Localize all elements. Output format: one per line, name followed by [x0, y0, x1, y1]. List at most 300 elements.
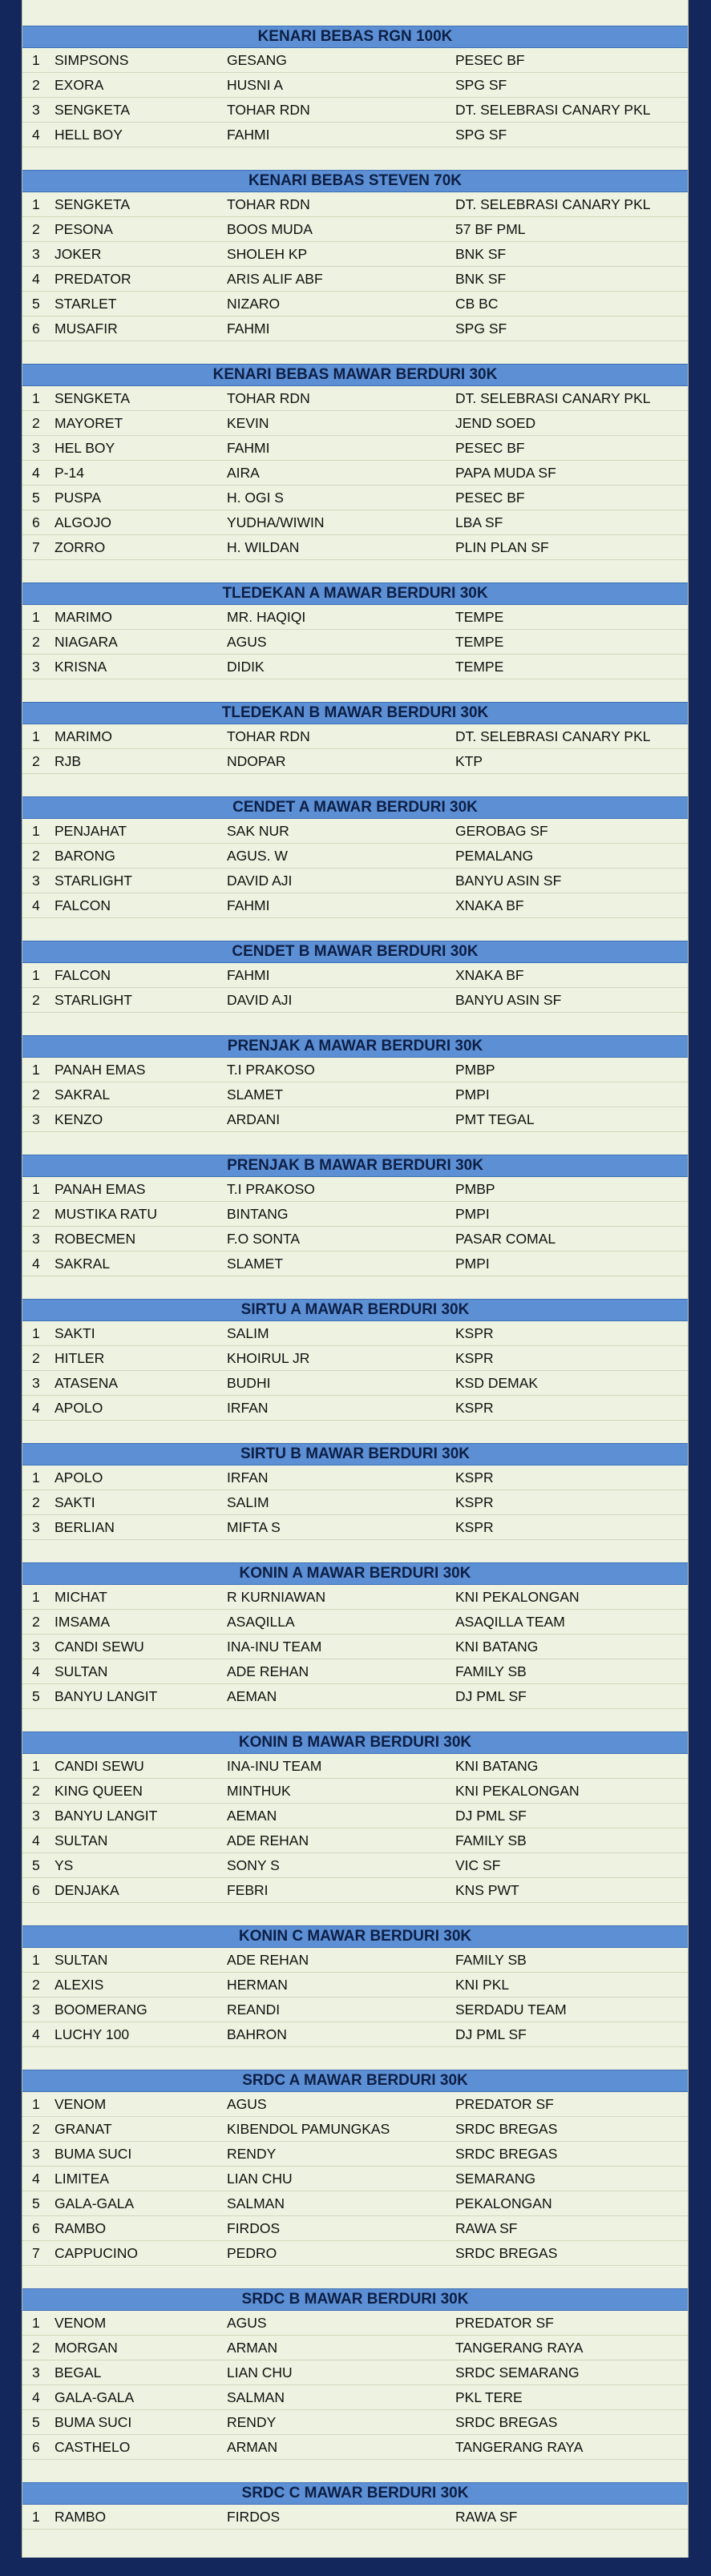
owner-name: NIZARO	[227, 296, 281, 312]
team-name: RAWA SF	[455, 2220, 518, 2236]
team-name: BANYU ASIN SF	[455, 992, 562, 1008]
result-row	[22, 1371, 688, 1396]
owner-name: KHOIRUL JR	[227, 1350, 310, 1366]
team-name: SPG SF	[455, 320, 507, 337]
team-name: TANGERANG RAYA	[455, 2439, 584, 2455]
owner-name: DAVID AJI	[227, 992, 293, 1008]
result-row	[22, 2311, 688, 2336]
bird-name: SULTAN	[55, 1663, 108, 1679]
team-name: PKL TERE	[455, 2389, 523, 2405]
owner-name: ADE REHAN	[227, 1832, 309, 1848]
result-row	[22, 1998, 688, 2022]
result-row	[22, 2167, 688, 2191]
result-row	[22, 386, 688, 411]
rank-number: 3	[32, 659, 40, 675]
result-row	[22, 1610, 688, 1635]
rank-number: 1	[32, 196, 40, 212]
bird-name: STARLIGHT	[55, 873, 132, 889]
bird-name: BUMA SUCI	[55, 2146, 132, 2162]
team-name: KSPR	[455, 1400, 494, 1416]
owner-name: H. OGI S	[227, 490, 284, 506]
rank-number: 2	[32, 1977, 40, 1993]
bird-name: PESONA	[55, 221, 113, 237]
section-title: TLEDEKAN B MAWAR BERDURI 30K	[22, 702, 688, 724]
rank-number: 4	[32, 127, 40, 143]
bird-name: ALEXIS	[55, 1977, 104, 1993]
class-section	[22, 341, 688, 560]
result-row	[22, 1227, 688, 1252]
bird-name: CASTHELO	[55, 2439, 131, 2455]
team-name: SPG SF	[455, 127, 507, 143]
team-name: DJ PML SF	[455, 1808, 527, 1824]
section-title: TLEDEKAN A MAWAR BERDURI 30K	[22, 583, 688, 605]
class-section	[22, 1013, 688, 1132]
team-name: KSPR	[455, 1325, 494, 1341]
team-name: ASAQILLA TEAM	[455, 1614, 565, 1630]
owner-name: ARMAN	[227, 2439, 278, 2455]
rank-number: 3	[32, 1808, 40, 1824]
owner-name: FAHMI	[227, 440, 270, 456]
result-row	[22, 98, 688, 123]
rank-number: 2	[32, 848, 40, 864]
team-name: PMBP	[455, 1062, 495, 1078]
team-name: PREDATOR SF	[455, 2315, 554, 2331]
team-name: SRDC BREGAS	[455, 2146, 558, 2162]
rank-number: 3	[32, 1231, 40, 1247]
result-row	[22, 436, 688, 461]
result-row	[22, 192, 688, 217]
team-name: DT. SELEBRASI CANARY PKL	[455, 390, 651, 406]
bird-name: MUSTIKA RATU	[55, 1206, 158, 1222]
owner-name: DAVID AJI	[227, 873, 293, 889]
team-name: KTP	[455, 753, 483, 769]
bird-name: KENZO	[55, 1111, 103, 1127]
bird-name: YS	[55, 1857, 74, 1873]
rank-number: 4	[32, 465, 40, 481]
team-name: KNI BATANG	[455, 1639, 539, 1655]
bird-name: RAMBO	[55, 2509, 107, 2525]
rank-number: 1	[32, 2096, 40, 2112]
team-name: BANYU ASIN SF	[455, 873, 562, 889]
result-row	[22, 988, 688, 1013]
bird-name: MARIMO	[55, 609, 112, 625]
owner-name: ARMAN	[227, 2340, 278, 2356]
bird-name: LIMITEA	[55, 2171, 110, 2187]
bird-name: RAMBO	[55, 2220, 107, 2236]
class-section	[22, 1276, 688, 1421]
owner-name: AGUS	[227, 2096, 267, 2112]
owner-name: AGUS	[227, 2315, 267, 2331]
result-row	[22, 292, 688, 316]
rank-number: 1	[32, 2315, 40, 2331]
owner-name: AIRA	[227, 465, 260, 481]
owner-name: FAHMI	[227, 967, 270, 983]
result-row	[22, 510, 688, 535]
owner-name: FIRDOS	[227, 2220, 281, 2236]
owner-name: REANDI	[227, 2002, 281, 2018]
result-row	[22, 461, 688, 486]
rank-number: 3	[32, 102, 40, 118]
class-section	[22, 2266, 688, 2460]
section-title: KONIN B MAWAR BERDURI 30K	[22, 1731, 688, 1754]
team-name: XNAKA BF	[455, 897, 524, 913]
owner-name: MINTHUK	[227, 1783, 291, 1799]
rank-number: 2	[32, 1350, 40, 1366]
team-name: PMPI	[455, 1086, 490, 1103]
rank-number: 1	[32, 1181, 40, 1197]
team-name: GEROBAG SF	[455, 823, 548, 839]
bird-name: HELL BOY	[55, 127, 123, 143]
result-row	[22, 963, 688, 988]
owner-name: KEVIN	[227, 415, 269, 431]
owner-name: LIAN CHU	[227, 2364, 293, 2380]
owner-name: LIAN CHU	[227, 2171, 293, 2187]
result-row	[22, 869, 688, 893]
result-row	[22, 2092, 688, 2117]
rank-number: 2	[32, 634, 40, 650]
owner-name: FAHMI	[227, 320, 270, 337]
rank-number: 2	[32, 1783, 40, 1799]
team-name: KNI BATANG	[455, 1758, 539, 1774]
rank-number: 2	[32, 2340, 40, 2356]
bird-name: MARIMO	[55, 728, 112, 744]
owner-name: HERMAN	[227, 1977, 288, 1993]
result-row	[22, 749, 688, 774]
team-name: FAMILY SB	[455, 1663, 527, 1679]
owner-name: T.I PRAKOSO	[227, 1062, 315, 1078]
section-title: SIRTU A MAWAR BERDURI 30K	[22, 1299, 688, 1321]
bird-name: BOOMERANG	[55, 2002, 147, 2018]
team-name: SRDC BREGAS	[455, 2414, 558, 2430]
bird-name: BANYU LANGIT	[55, 1688, 158, 1704]
team-name: SRDC BREGAS	[455, 2245, 558, 2261]
result-row	[22, 242, 688, 267]
team-name: TEMPE	[455, 634, 504, 650]
rank-number: 4	[32, 897, 40, 913]
team-name: PESEC BF	[455, 52, 525, 68]
result-row	[22, 1321, 688, 1346]
rank-number: 3	[32, 440, 40, 456]
section-title: SIRTU B MAWAR BERDURI 30K	[22, 1443, 688, 1465]
team-name: KSPR	[455, 1519, 494, 1535]
team-name: DJ PML SF	[455, 2026, 527, 2042]
bird-name: EXORA	[55, 77, 104, 93]
owner-name: SHOLEH KP	[227, 246, 308, 262]
result-row	[22, 1973, 688, 1998]
team-name: BNK SF	[455, 271, 507, 287]
team-name: BNK SF	[455, 246, 507, 262]
rank-number: 4	[32, 1400, 40, 1416]
owner-name: SALMAN	[227, 2195, 285, 2211]
owner-name: ADE REHAN	[227, 1663, 309, 1679]
result-row	[22, 316, 688, 341]
result-row	[22, 1107, 688, 1132]
bird-name: NIAGARA	[55, 634, 118, 650]
result-row	[22, 724, 688, 749]
bird-name: MAYORET	[55, 415, 123, 431]
owner-name: SALIM	[227, 1325, 269, 1341]
result-row	[22, 1635, 688, 1659]
class-section	[22, 0, 688, 147]
result-row	[22, 217, 688, 242]
team-name: TANGERANG RAYA	[455, 2340, 584, 2356]
section-title: CENDET A MAWAR BERDURI 30K	[22, 796, 688, 819]
bird-name: HITLER	[55, 1350, 105, 1366]
bird-name: MORGAN	[55, 2340, 118, 2356]
class-section	[22, 1421, 688, 1540]
owner-name: SAK NUR	[227, 823, 289, 839]
result-row	[22, 1252, 688, 1276]
rank-number: 5	[32, 1857, 40, 1873]
bird-name: DENJAKA	[55, 1882, 119, 1898]
rank-number: 6	[32, 1882, 40, 1898]
team-name: SRDC SEMARANG	[455, 2364, 580, 2380]
team-name: KSD DEMAK	[455, 1375, 539, 1391]
bird-name: LUCHY 100	[55, 2026, 130, 2042]
result-row	[22, 1585, 688, 1610]
rank-number: 3	[32, 2364, 40, 2380]
owner-name: TOHAR RDN	[227, 196, 310, 212]
rank-number: 5	[32, 2195, 40, 2211]
bird-name: BEGAL	[55, 2364, 102, 2380]
rank-number: 3	[32, 873, 40, 889]
result-row	[22, 1177, 688, 1202]
owner-name: MR. HAQIQI	[227, 609, 306, 625]
owner-name: AGUS	[227, 634, 267, 650]
bird-name: MUSAFIR	[55, 320, 118, 337]
bird-name: SAKRAL	[55, 1256, 111, 1272]
bird-name: PUSPA	[55, 490, 102, 506]
team-name: PASAR COMAL	[455, 1231, 556, 1247]
team-name: TEMPE	[455, 659, 504, 675]
rank-number: 1	[32, 728, 40, 744]
result-row	[22, 844, 688, 869]
section-title: SRDC C MAWAR BERDURI 30K	[22, 2482, 688, 2505]
class-section	[22, 2047, 688, 2266]
bird-name: STARLET	[55, 296, 117, 312]
bird-name: IMSAMA	[55, 1614, 111, 1630]
rank-number: 1	[32, 1325, 40, 1341]
result-row	[22, 535, 688, 560]
owner-name: SALIM	[227, 1494, 269, 1510]
owner-name: KIBENDOL PAMUNGKAS	[227, 2121, 390, 2137]
rank-number: 3	[32, 1639, 40, 1655]
team-name: KSPR	[455, 1469, 494, 1486]
class-section	[22, 147, 688, 341]
bird-name: BANYU LANGIT	[55, 1808, 158, 1824]
bird-name: BARONG	[55, 848, 115, 864]
bird-name: PREDATOR	[55, 271, 131, 287]
team-name: PMT TEGAL	[455, 1111, 535, 1127]
rank-number: 6	[32, 320, 40, 337]
rank-number: 4	[32, 271, 40, 287]
rank-number: 2	[32, 77, 40, 93]
section-title: KENARI BEBAS RGN 100K	[22, 26, 688, 48]
class-section	[22, 2460, 688, 2530]
bird-name: APOLO	[55, 1400, 103, 1416]
rank-number: 3	[32, 2002, 40, 2018]
rank-number: 2	[32, 415, 40, 431]
result-row	[22, 267, 688, 292]
owner-name: SALMAN	[227, 2389, 285, 2405]
owner-name: BINTANG	[227, 1206, 289, 1222]
bird-name: ATASENA	[55, 1375, 119, 1391]
rank-number: 2	[32, 753, 40, 769]
results-sheet	[22, 0, 689, 2558]
owner-name: ARDANI	[227, 1111, 281, 1127]
bird-name: GALA-GALA	[55, 2389, 135, 2405]
rank-number: 1	[32, 1062, 40, 1078]
result-row	[22, 123, 688, 147]
owner-name: PEDRO	[227, 2245, 277, 2261]
bird-name: VENOM	[55, 2096, 107, 2112]
section-title: KENARI BEBAS MAWAR BERDURI 30K	[22, 364, 688, 386]
owner-name: FEBRI	[227, 1882, 269, 1898]
rank-number: 3	[32, 1519, 40, 1535]
owner-name: BOOS MUDA	[227, 221, 313, 237]
rank-number: 4	[32, 1832, 40, 1848]
section-title: KENARI BEBAS STEVEN 70K	[22, 170, 688, 192]
result-row	[22, 893, 688, 918]
owner-name: R KURNIAWAN	[227, 1589, 326, 1605]
team-name: VIC SF	[455, 1857, 501, 1873]
class-section	[22, 774, 688, 918]
owner-name: AGUS. W	[227, 848, 288, 864]
result-row	[22, 1853, 688, 1878]
team-name: PESEC BF	[455, 490, 525, 506]
team-name: SPG SF	[455, 77, 507, 93]
rank-number: 1	[32, 823, 40, 839]
owner-name: FAHMI	[227, 897, 270, 913]
rank-number: 4	[32, 2389, 40, 2405]
result-row	[22, 48, 688, 73]
team-name: PMPI	[455, 1256, 490, 1272]
result-row	[22, 2216, 688, 2241]
owner-name: SONY S	[227, 1857, 280, 1873]
result-row	[22, 1465, 688, 1490]
owner-name: SLAMET	[227, 1086, 284, 1103]
rank-number: 3	[32, 2146, 40, 2162]
rank-number: 6	[32, 2439, 40, 2455]
result-row	[22, 2142, 688, 2167]
class-section	[22, 1709, 688, 1903]
team-name: 57 BF PML	[455, 221, 526, 237]
team-name: PAPA MUDA SF	[455, 465, 556, 481]
team-name: PEKALONGAN	[455, 2195, 552, 2211]
result-row	[22, 1828, 688, 1853]
class-section	[22, 560, 688, 679]
rank-number: 6	[32, 2220, 40, 2236]
bird-name: CANDI SEWU	[55, 1758, 144, 1774]
result-row	[22, 1346, 688, 1371]
bird-name: CANDI SEWU	[55, 1639, 144, 1655]
rank-number: 5	[32, 1688, 40, 1704]
bird-name: SENGKETA	[55, 390, 131, 406]
team-name: FAMILY SB	[455, 1832, 527, 1848]
bird-name: FALCON	[55, 897, 111, 913]
bird-name: SAKTI	[55, 1325, 95, 1341]
team-name: KNI PKL	[455, 1977, 510, 1993]
team-name: KNI PEKALONGAN	[455, 1589, 580, 1605]
rank-number: 2	[32, 221, 40, 237]
result-row	[22, 2241, 688, 2266]
rank-number: 7	[32, 539, 40, 555]
owner-name: GESANG	[227, 52, 287, 68]
result-row	[22, 486, 688, 510]
bird-name: KING QUEEN	[55, 1783, 143, 1799]
rank-number: 2	[32, 1206, 40, 1222]
bird-name: PANAH EMAS	[55, 1181, 146, 1197]
class-section	[22, 1540, 688, 1709]
result-row	[22, 2385, 688, 2410]
team-name: KSPR	[455, 1350, 494, 1366]
rank-number: 3	[32, 1111, 40, 1127]
owner-name: F.O SONTA	[227, 1231, 301, 1247]
result-row	[22, 655, 688, 679]
rank-number: 4	[32, 1663, 40, 1679]
rank-number: 1	[32, 1469, 40, 1486]
team-name: DT. SELEBRASI CANARY PKL	[455, 102, 651, 118]
class-section	[22, 918, 688, 1013]
result-row	[22, 2022, 688, 2047]
result-row	[22, 2505, 688, 2530]
bird-name: GALA-GALA	[55, 2195, 135, 2211]
team-name: FAMILY SB	[455, 1952, 527, 1968]
owner-name: HUSNI A	[227, 77, 284, 93]
section-title: SRDC A MAWAR BERDURI 30K	[22, 2070, 688, 2092]
result-row	[22, 1396, 688, 1421]
bird-name: ZORRO	[55, 539, 106, 555]
bird-name: ROBECMEN	[55, 1231, 136, 1247]
result-row	[22, 1490, 688, 1515]
owner-name: SLAMET	[227, 1256, 284, 1272]
team-name: PESEC BF	[455, 440, 525, 456]
bird-name: CAPPUCINO	[55, 2245, 139, 2261]
owner-name: FIRDOS	[227, 2509, 281, 2525]
bird-name: JOKER	[55, 246, 102, 262]
bird-name: SENGKETA	[55, 102, 131, 118]
rank-number: 4	[32, 2171, 40, 2187]
result-row	[22, 2435, 688, 2460]
owner-name: ASAQILLA	[227, 1614, 295, 1630]
owner-name: ADE REHAN	[227, 1952, 309, 1968]
bird-name: FALCON	[55, 967, 111, 983]
owner-name: NDOPAR	[227, 753, 286, 769]
owner-name: MIFTA S	[227, 1519, 281, 1535]
bird-name: SULTAN	[55, 1952, 108, 1968]
section-title: KONIN A MAWAR BERDURI 30K	[22, 1562, 688, 1585]
team-name: KNS PWT	[455, 1882, 519, 1898]
class-section	[22, 1132, 688, 1276]
result-row	[22, 1202, 688, 1227]
rank-number: 2	[32, 992, 40, 1008]
section-title: SRDC B MAWAR BERDURI 30K	[22, 2288, 688, 2311]
rank-number: 1	[32, 2509, 40, 2525]
rank-number: 5	[32, 296, 40, 312]
team-name: PLIN PLAN SF	[455, 539, 549, 555]
rank-number: 2	[32, 1614, 40, 1630]
result-row	[22, 1779, 688, 1804]
owner-name: RENDY	[227, 2146, 277, 2162]
rank-number: 4	[32, 2026, 40, 2042]
result-row	[22, 2117, 688, 2142]
bird-name: SENGKETA	[55, 196, 131, 212]
rank-number: 4	[32, 1256, 40, 1272]
result-row	[22, 73, 688, 98]
owner-name: IRFAN	[227, 1469, 269, 1486]
rank-number: 2	[32, 1494, 40, 1510]
rank-number: 1	[32, 1589, 40, 1605]
